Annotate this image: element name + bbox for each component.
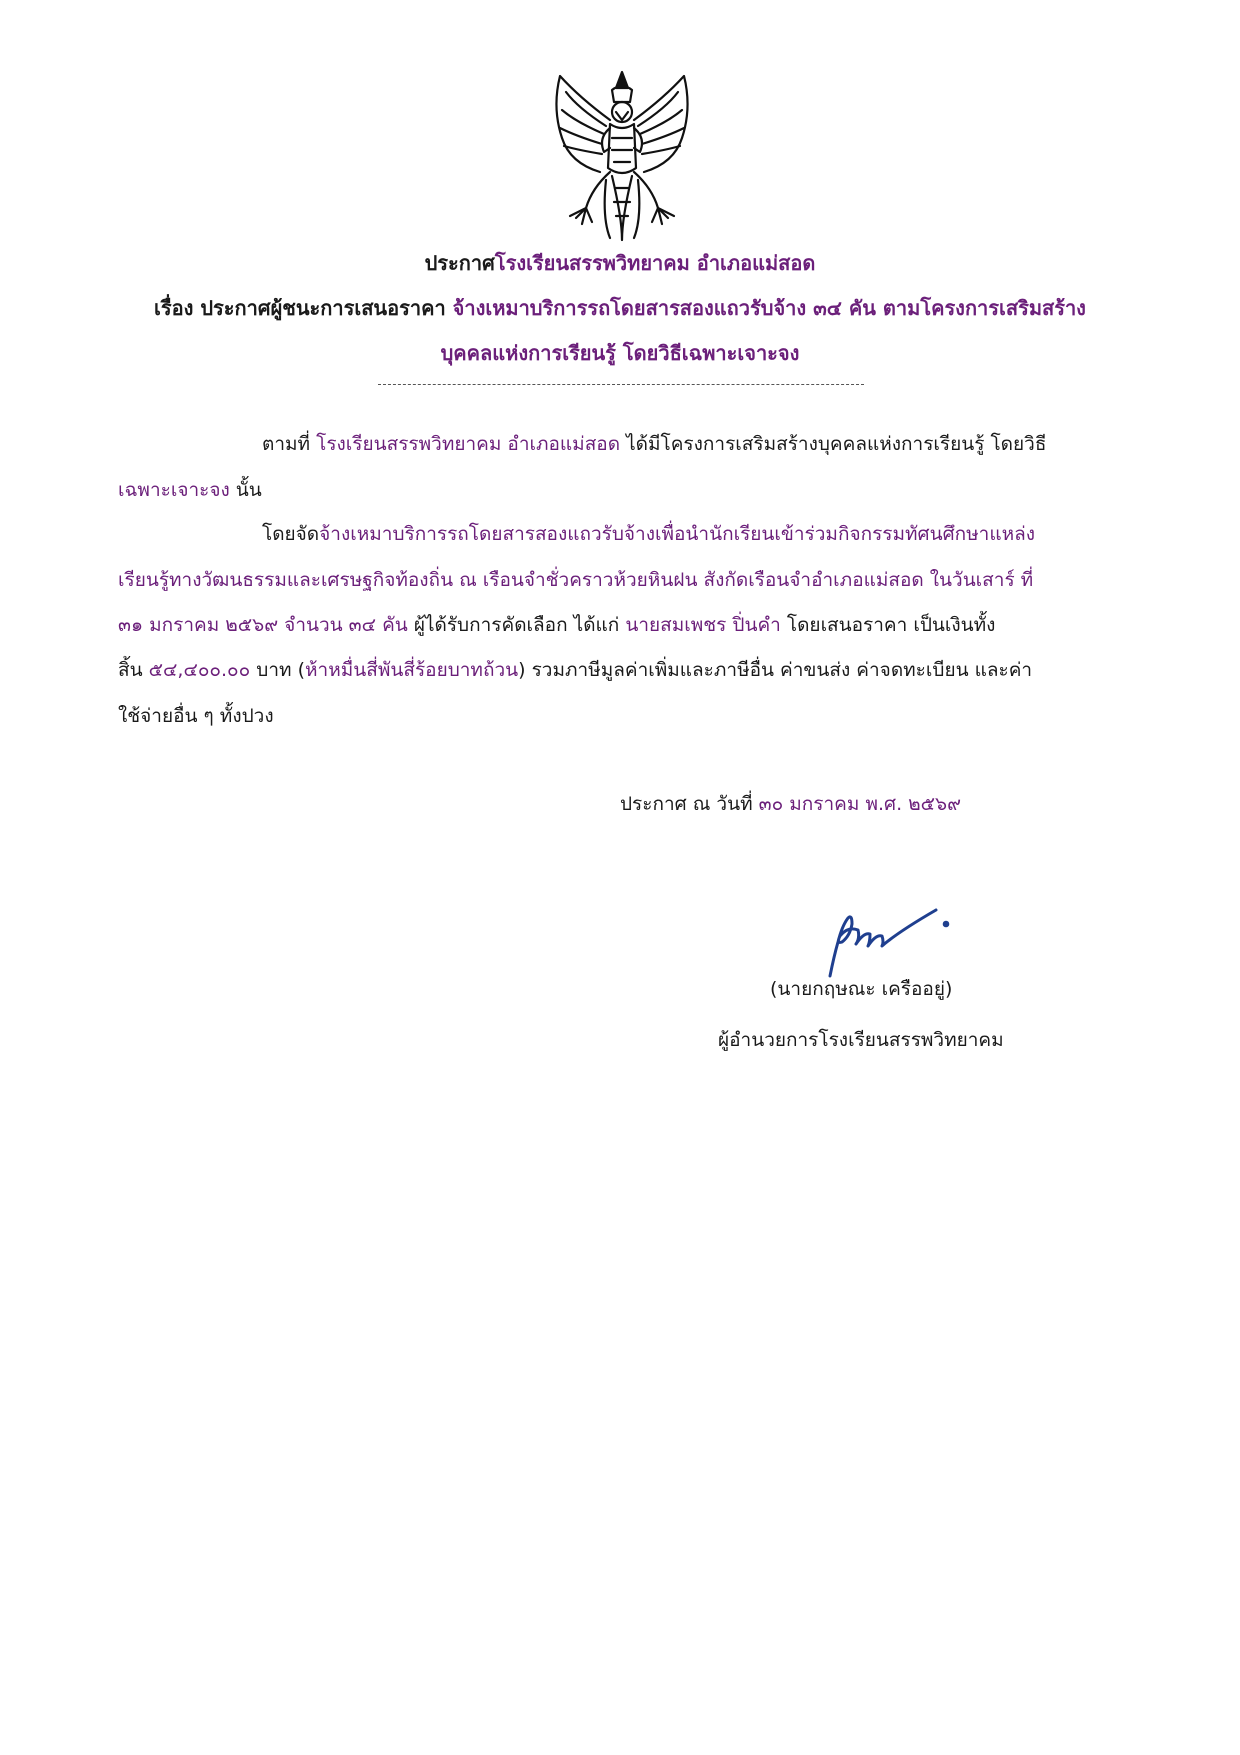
section-divider (378, 384, 864, 385)
text-segment: โดยเสนอราคา เป็นเงินทั้ง (786, 614, 996, 636)
paragraph-2-line-4 (118, 656, 1032, 684)
subject-line-1: จ้างเหมาบริการรถโดยสารสองแถวรับจ้าง ๓๔ คัน ตามโครงการเสริมสร้าง (452, 296, 1086, 320)
announcement-date (620, 790, 961, 818)
paragraph-1-line-2 (118, 476, 262, 504)
date-label: ประกาศ ณ วันที่ (620, 793, 753, 815)
text-segment: ตามที่ (262, 433, 311, 455)
garuda-emblem-icon (540, 68, 704, 244)
price-amount: ๕๔,๔๐๐.๐๐ (148, 659, 251, 681)
method-name: เฉพาะเจาะจง (118, 479, 230, 501)
winner-name: นายสมเพชร ปิ่นคำ (625, 614, 781, 636)
title-organization: โรงเรียนสรรพวิทยาคม อำเภอแม่สอด (494, 251, 816, 275)
title-prefix: ประกาศ (424, 251, 495, 275)
subject-line-2: บุคคลแห่งการเรียนรู้ โดยวิธีเฉพาะเจาะจง (440, 341, 800, 365)
paragraph-1-line-1 (262, 430, 1046, 458)
text-segment: นั้น (229, 479, 262, 501)
price-in-words: ห้าหมื่นสี่พันสี่ร้อยบาทถ้วน (305, 659, 519, 681)
paragraph-2-line-2: เรียนรู้ทางวัฒนธรรมและเศรษฐกิจท้องถิ่น ณ เรือนจำชั่วคราวห้วยหินฝน สังกัดเรือนจำอำเภอแม่สอด ในวันเสาร์ ที่ (118, 569, 1034, 591)
signer-name: (นายกฤษณะ เครืออยู่) (770, 978, 953, 1000)
paragraph-2-line-3 (118, 611, 995, 639)
date-value: ๓๐ มกราคม พ.ศ. ๒๕๖๙ (758, 793, 962, 815)
text-segment: โดยจัด (262, 523, 320, 545)
announcement-title (100, 248, 1140, 278)
subject-prefix: เรื่อง ประกาศผู้ชนะการเสนอราคา (154, 296, 446, 320)
announcement-subject (100, 293, 1140, 323)
text-segment: ผู้ได้รับการคัดเลือก ได้แก่ (413, 614, 620, 636)
service-description: จ้างเหมาบริการรถโดยสารสองแถวรับจ้างเพื่อนำนักเรียนเข้าร่วมกิจกรรมทัศนศึกษาแหล่ง (319, 523, 1036, 545)
event-date-quantity: ๓๑ มกราคม ๒๕๖๙ จำนวน ๓๔ คัน (118, 614, 408, 636)
text-segment: ได้มีโครงการเสริมสร้างบุคคลแห่งการเรียนรู้ โดยวิธี (626, 433, 1047, 455)
signature-image (808, 896, 958, 978)
paragraph-2-line-5: ใช้จ่ายอื่น ๆ ทั้งปวง (118, 705, 274, 727)
text-segment: บาท ( (256, 659, 306, 681)
text-segment: ) รวมภาษีมูลค่าเพิ่มและภาษีอื่น ค่าขนส่ง ค่าจดทะเบียน และค่า (518, 659, 1033, 681)
text-segment: สิ้น (118, 659, 143, 681)
signer-title: ผู้อำนวยการโรงเรียนสรรพวิทยาคม (718, 1029, 1004, 1051)
paragraph-2-line-1 (262, 520, 1035, 548)
organization-name: โรงเรียนสรรพวิทยาคม อำเภอแม่สอด (316, 433, 621, 455)
